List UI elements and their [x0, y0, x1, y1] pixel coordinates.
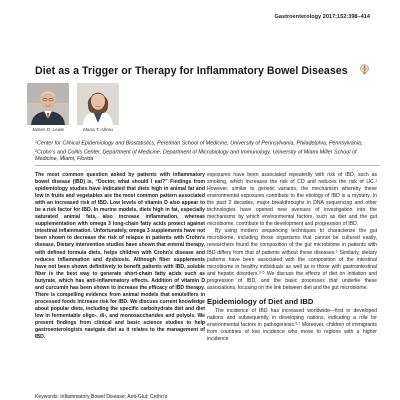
paragraph: exposures have been associated repeatedly with risk of IBD, such as smoking, which increases the risk of CD and reduces the risk of UC.$^1$ However, similar to genetic variants, the mechanism whereby these environmental exposures contribute to the etiology of IBD is a mystery. In the past 2 decades, major breakthroughs in DNA sequencing and other technologies have opened new avenues of investigation into the mechanisms by which environmental factors, such as diet and the gut microbiome, contribute to the development and progression of IBD.	[207, 172, 377, 228]
author-photo-lewis	[27, 83, 69, 125]
author-photo-abreu	[77, 83, 119, 125]
journal-reference: Gastroenterology 2017;152:398–414	[274, 14, 370, 20]
body-text	[207, 172, 377, 292]
citation-link[interactable]: 2	[335, 248, 338, 253]
author-name: James D. Lewis	[31, 127, 65, 132]
citation-link[interactable]: 6,7	[295, 321, 301, 326]
affiliation-2: Crohn’s and Colitis Center, Department of Medicine, Department of Microbiology and Immunology, University of Miami Miller School of Medicine, Miami, Florida	[35, 149, 357, 163]
keywords-line: Keywords: Inflammatory Bowel Disease; Anti-Glut; Crohn’s	[35, 394, 168, 400]
author-lewis	[27, 83, 69, 132]
paragraph: The incidence of IBD has increased worldwide—first in developed nations and subsequently in developing nations, indicating a role for environmental factors in pathogenesis.$^{6,7}$ Moreover, children of immigrants from countries of low incidence who move to regions with a higher incidence	[207, 307, 377, 342]
author-name: Maria T. Abreu	[83, 127, 113, 132]
article-title: Diet as a Trigger or Therapy for Inflammatory Bowel Diseases	[35, 65, 348, 77]
affiliations	[35, 139, 375, 163]
section-heading: Epidemiology of Diet and IBD	[207, 296, 314, 306]
crossmark-icon[interactable]	[360, 64, 369, 75]
paragraph: By using modern sequencing techniques to characterize the gut microbiome, including those organisms that cannot be cultured easily, researchers found the composition of the gut microbiome in patients with IBD differs from that of patients without these diseases.$^2$ Similarly, dietary patterns have been associated with the composition of the intestinal microbiome in healthy individuals as well as in those with gastrointestinal and hepatic disorders.$^{3-5}$ We discuss the effects of diet on initiation and progression of IBD, and the basic processes that underlie these associations, focusing on the link between diet and the gut microbiome.	[207, 228, 378, 291]
affiliation-marker: 2	[35, 148, 37, 153]
right-column	[207, 172, 377, 343]
author-abreu	[77, 83, 119, 132]
affiliation-1: Center for Clinical Epidemiology and Biostatistics, Perelman School of Medicine, University of Pennsylvania, Philadelphia, Pennsylvania;	[37, 140, 363, 147]
abstract: The most common question asked by patients with inflammatory bowel disease (IBD) is, “Doctor, what should I eat?” Findings from epidemiology studies have indicated that diets high in animal fat and low in fruits and vegetables are the most common pattern associated with an increased risk of IBD. Low levels of vitamin D also appear to be a risk factor for IBD. In murine models, diets high in fat, especially saturated animal fats, also increase inflammation, whereas supplementation with omega 3 long-chain fatty acids protect against intestinal inflammation. Unfortunately, omega 3 supplements have not been shown to decrease the risk of relapse in patients with Crohn’s disease. Dietary intervention studies have shown that enteral therapy, with defined formula diets, helps children with Crohn’s disease and reduces inflammation and dysbiosis. Although fiber supplements have not been shown definitively to benefit patients with IBD, soluble fiber is the best way to generate short-chain fatty acids such as butyrate, which has anti-inflammatory effects. Addition of vitamin D and curcumin has been shown to increase the efficacy of IBD therapy. There is compelling evidence from animal models that emulsifiers in processed foods increase risk for IBD. We discuss current knowledge about popular diets, including the specific carbohydrate diet and diet low in fermentable oligo-, di-, and monosaccharides and polyols. We present findings from clinical and basic science studies to help gastroenterologists navigate diet as it relates to the management of IBD.	[35, 172, 205, 341]
affiliation-marker: 1	[35, 140, 37, 144]
left-column	[35, 172, 205, 341]
divider	[35, 165, 380, 166]
citation-link[interactable]: 1	[375, 178, 377, 183]
citation-link[interactable]: 3–5	[258, 270, 265, 275]
body-text	[207, 308, 377, 343]
